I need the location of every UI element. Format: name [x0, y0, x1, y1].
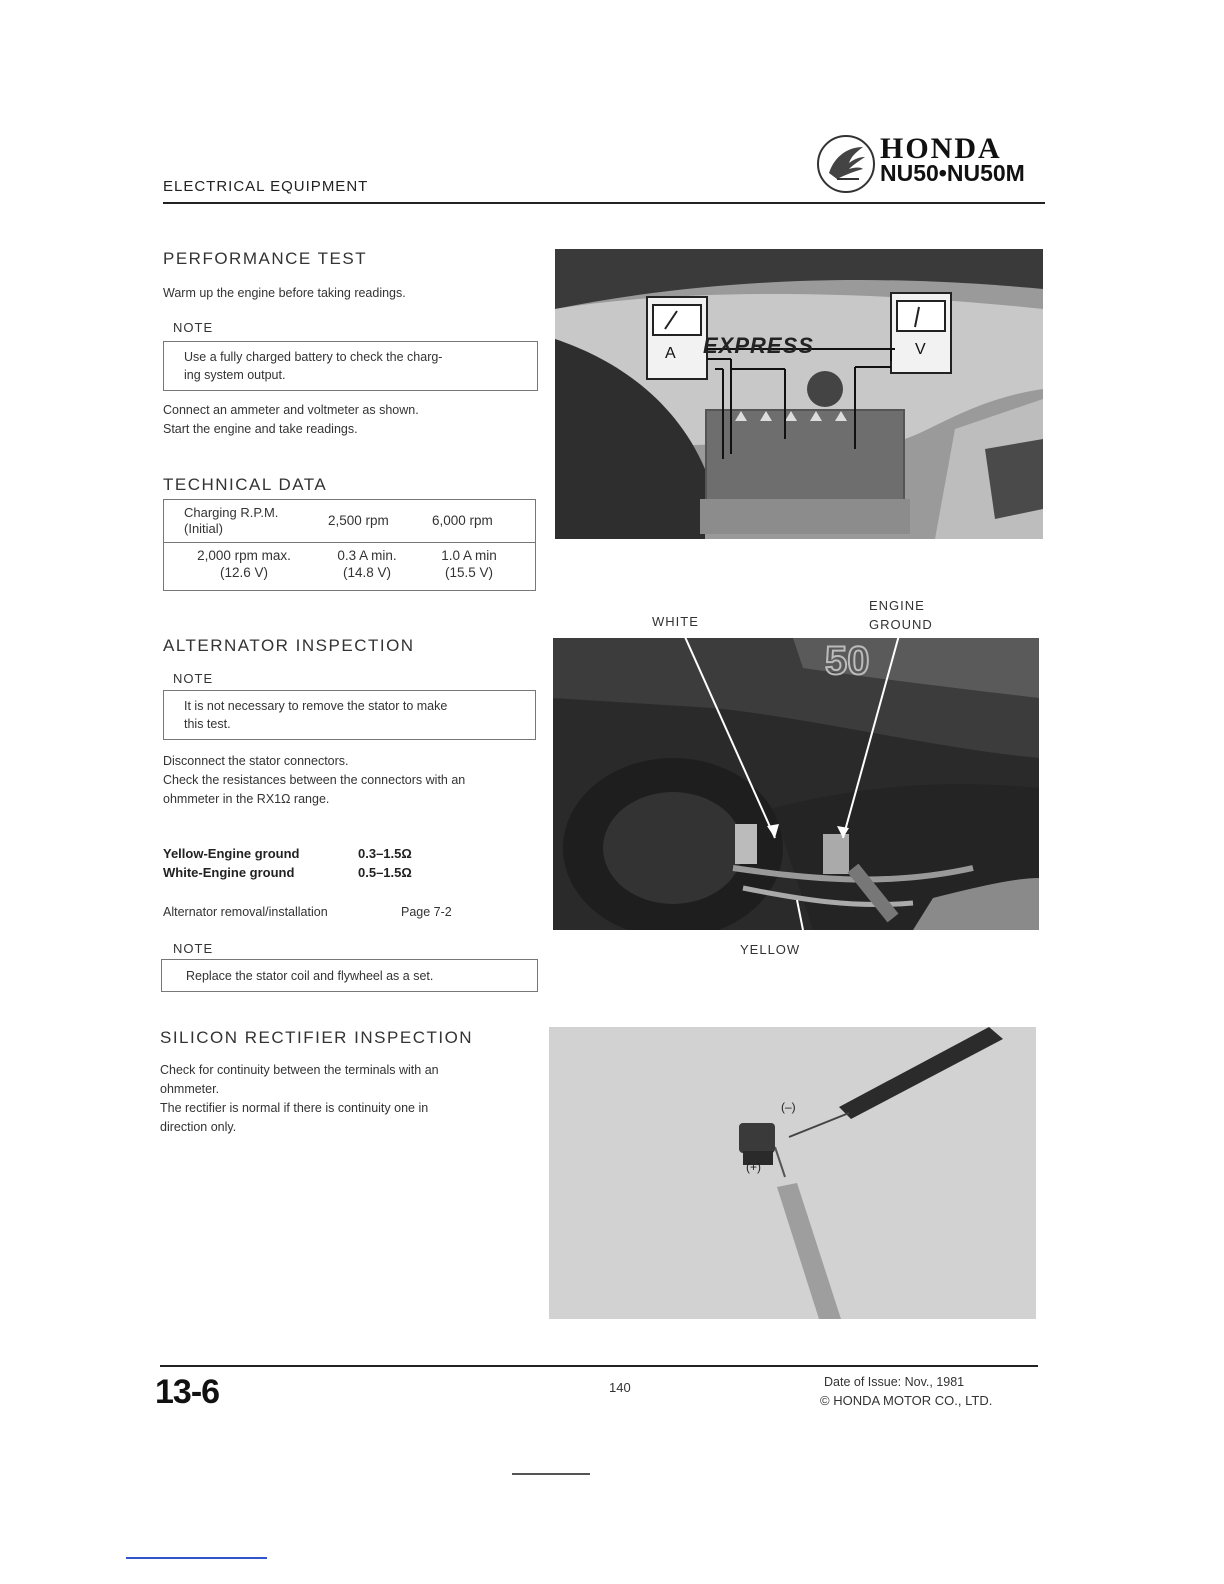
- note-line: Replace the stator coil and flywheel as a set.: [186, 969, 434, 983]
- label-yellow: YELLOW: [740, 942, 801, 957]
- model-name: NU50•NU50M: [880, 160, 1025, 186]
- text-line: Check the resistances between the connectors with an: [163, 773, 466, 787]
- battery-test-photo: [555, 249, 1043, 539]
- table-cell: [184, 547, 304, 581]
- note-box: [161, 959, 538, 992]
- page-code: 13-6: [155, 1373, 220, 1411]
- ammeter-label: A: [665, 345, 676, 362]
- table-header-cell: 6,000 rpm: [432, 513, 493, 528]
- note-line: ing system output.: [184, 368, 286, 382]
- brand-name: HONDA: [880, 132, 1002, 165]
- issue-date: Date of Issue: Nov., 1981: [824, 1375, 965, 1389]
- alternator-connector-photo: [553, 638, 1039, 930]
- note-label: NOTE: [173, 671, 214, 686]
- cell-line: (15.5 V): [444, 565, 494, 580]
- technical-title: TECHNICAL DATA: [163, 475, 328, 494]
- note-line: It is not necessary to remove the stator to make: [184, 699, 448, 713]
- decal-text: EXPRESS: [703, 333, 814, 358]
- note-box: [163, 690, 536, 740]
- cell-line: 0.3 A min.: [337, 548, 397, 563]
- alternator-text: [163, 752, 465, 809]
- performance-title: PERFORMANCE TEST: [163, 249, 368, 268]
- cell-line: (14.8 V): [342, 565, 392, 580]
- rectifier-test-photo: [549, 1027, 1036, 1319]
- text-line: Check for continuity between the terminals with an: [160, 1063, 439, 1077]
- cell-line: (Initial): [184, 521, 224, 536]
- table-header-cell: 2,500 rpm: [328, 513, 389, 528]
- cell-line: 1.0 A min: [441, 548, 497, 563]
- honda-wing-logo: [815, 133, 877, 195]
- label-engine: ENGINE: [869, 598, 925, 613]
- reference-label: Alternator removal/installation: [163, 905, 328, 919]
- table-header-cell: [184, 505, 278, 537]
- label-ground: GROUND: [869, 617, 933, 632]
- text-line: Disconnect the stator connectors.: [163, 754, 349, 768]
- spec-label: Yellow-Engine ground: [163, 846, 300, 861]
- note-label: NOTE: [173, 320, 214, 335]
- performance-intro: Warm up the engine before taking readings.: [163, 286, 406, 300]
- blue-underline: [126, 1557, 267, 1559]
- alternator-title: ALTERNATOR INSPECTION: [163, 636, 415, 655]
- text-line: Connect an ammeter and voltmeter as shown.: [163, 403, 419, 417]
- footer-rule: [160, 1365, 1038, 1367]
- text-line: ohmmeter.: [160, 1082, 220, 1096]
- text-line: ohmmeter in the RX1Ω range.: [163, 792, 330, 806]
- label-white: WHITE: [652, 614, 699, 629]
- scan-mark: [512, 1473, 590, 1475]
- performance-text: [163, 401, 419, 439]
- note-label: NOTE: [173, 941, 214, 956]
- section-header: ELECTRICAL EQUIPMENT: [163, 178, 369, 195]
- cell-line: Charging R.P.M.: [184, 505, 279, 520]
- text-line: Start the engine and take readings.: [163, 422, 358, 436]
- copyright: © HONDA MOTOR CO., LTD.: [820, 1393, 993, 1408]
- table-cell: [424, 547, 514, 581]
- reference-page: Page 7-2: [401, 905, 452, 919]
- cell-line: (12.6 V): [219, 565, 269, 580]
- spec-label: White-Engine ground: [163, 865, 295, 880]
- spec-value: 0.3–1.5Ω: [358, 846, 412, 861]
- note-box: [163, 341, 538, 391]
- header-rule: [163, 202, 1045, 204]
- label-minus: (–): [781, 1100, 796, 1114]
- page-number: 140: [609, 1380, 631, 1395]
- note-line: Use a fully charged battery to check the charg-: [184, 350, 443, 364]
- voltmeter-label: V: [915, 341, 926, 358]
- cell-line: 2,000 rpm max.: [197, 548, 291, 563]
- technical-table: [163, 499, 536, 591]
- table-row: [164, 543, 535, 590]
- rectifier-title: SILICON RECTIFIER INSPECTION: [160, 1028, 474, 1047]
- label-plus: (+): [746, 1160, 761, 1174]
- text-line: The rectifier is normal if there is continuity one in: [160, 1101, 429, 1115]
- spec-value: 0.5–1.5Ω: [358, 865, 412, 880]
- table-header-row: [164, 500, 535, 543]
- text-line: direction only.: [160, 1120, 237, 1134]
- note-line: this test.: [184, 717, 231, 731]
- table-cell: [322, 547, 412, 581]
- svg-text:50: 50: [825, 639, 870, 683]
- rectifier-text: [160, 1061, 439, 1137]
